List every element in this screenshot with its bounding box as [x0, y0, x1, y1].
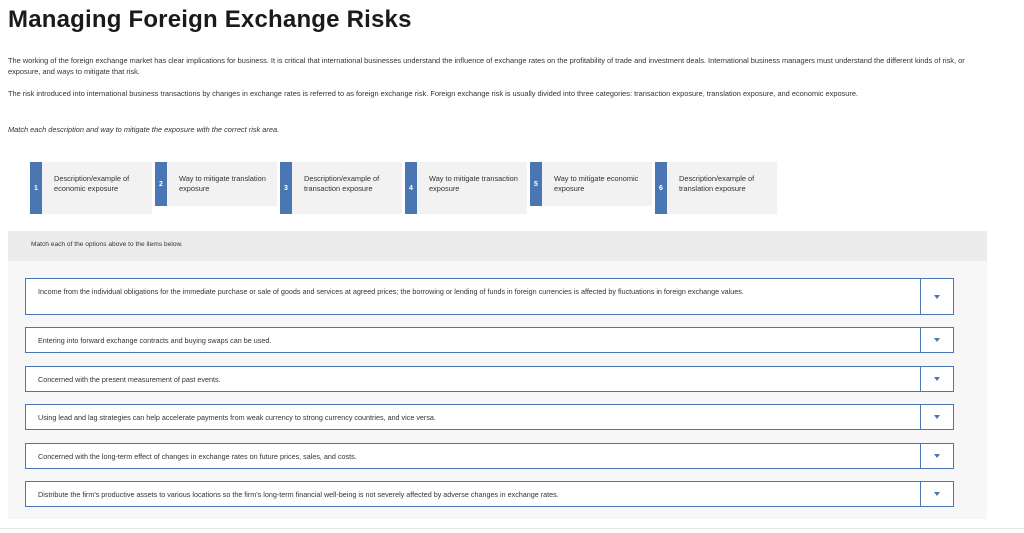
- match-item-text: Entering into forward exchange contracts and buying swaps can be used.: [38, 336, 272, 345]
- match-item-4[interactable]: [25, 404, 954, 430]
- chevron-down-icon: [934, 377, 940, 381]
- match-dropdown-5[interactable]: [920, 444, 953, 468]
- option-label: Description/example of economic exposure: [54, 174, 130, 193]
- chevron-down-icon: [934, 454, 940, 458]
- option-label: Way to mitigate transaction exposure: [429, 174, 518, 193]
- match-item-5[interactable]: [25, 443, 954, 469]
- match-item-1[interactable]: [25, 278, 954, 315]
- match-dropdown-4[interactable]: [920, 405, 953, 429]
- intro-paragraph: The working of the foreign exchange market has clear implications for business. It is critical that international businesses understand the influence of exchange rates on the profitability of trade and investment deals. International business managers must understand the different kinds of risk, or exposure, and ways to mitigate that risk.: [8, 56, 965, 76]
- option-number: 2: [155, 162, 167, 206]
- risk-paragraph: The risk introduced into international business transactions by changes in exchange rates is referred to as foreign exchange risk. Foreign exchange risk is usually divided into three categories: transaction exposure, translation exposure, and economic exposure.: [8, 89, 858, 98]
- match-dropdown-3[interactable]: [920, 367, 953, 391]
- option-label: Way to mitigate translation exposure: [179, 174, 266, 193]
- option-number: 6: [655, 162, 667, 214]
- option-number: 5: [530, 162, 542, 206]
- match-dropdown-6[interactable]: [920, 482, 953, 506]
- matching-instruction: Match each of the options above to the items below.: [31, 241, 183, 248]
- match-item-2[interactable]: [25, 327, 954, 353]
- option-number: 1: [30, 162, 42, 214]
- match-dropdown-2[interactable]: [920, 328, 953, 352]
- option-number: 3: [280, 162, 292, 214]
- matching-panel: [8, 231, 987, 519]
- option-label: Way to mitigate economic exposure: [554, 174, 639, 193]
- match-item-text: Income from the individual obligations for the immediate purchase or sale of goods and services at agreed prices; the borrowing or lending of funds in foreign currencies is affected by fluctuations in foreign exchange values.: [38, 287, 744, 296]
- match-dropdown-1[interactable]: [920, 279, 953, 314]
- option-label: Description/example of transaction exposure: [304, 174, 380, 193]
- option-number: 4: [405, 162, 417, 214]
- match-item-3[interactable]: [25, 366, 954, 392]
- task-instruction: Match each description and way to mitigate the exposure with the correct risk area.: [8, 125, 280, 134]
- option-4[interactable]: [405, 162, 527, 214]
- match-item-text: Distribute the firm's productive assets to various locations so the firm's long-term financial well-being is not severely affected by adverse changes in exchange rates.: [38, 490, 559, 499]
- match-item-text: Using lead and lag strategies can help accelerate payments from weak currency to strong currency countries, and vice versa.: [38, 413, 436, 422]
- chevron-down-icon: [934, 338, 940, 342]
- option-2[interactable]: [155, 162, 277, 206]
- match-item-6[interactable]: [25, 481, 954, 507]
- chevron-down-icon: [934, 492, 940, 496]
- option-3[interactable]: [280, 162, 402, 214]
- option-1[interactable]: [30, 162, 152, 214]
- match-item-text: Concerned with the long-term effect of changes in exchange rates on future prices, sales, and costs.: [38, 452, 357, 461]
- chevron-down-icon: [934, 295, 940, 299]
- option-5[interactable]: [530, 162, 652, 206]
- page-title: Managing Foreign Exchange Risks: [8, 6, 412, 33]
- divider: [0, 528, 1024, 529]
- matching-header: [8, 231, 987, 261]
- option-label: Description/example of translation exposure: [679, 174, 755, 193]
- option-6[interactable]: [655, 162, 777, 214]
- match-item-text: Concerned with the present measurement of past events.: [38, 375, 221, 384]
- chevron-down-icon: [934, 415, 940, 419]
